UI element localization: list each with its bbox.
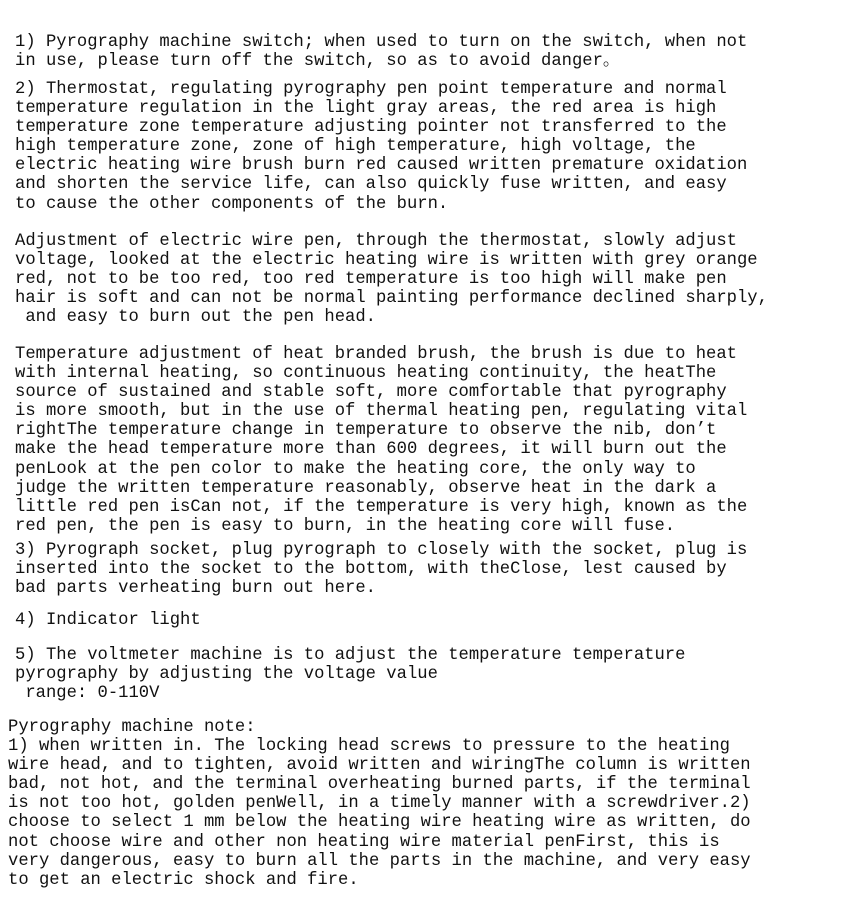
text-line: very dangerous, easy to burn all the parts in the machine, and very easy — [8, 851, 751, 871]
text-line: Adjustment of electric wire pen, through the thermostat, slowly adjust — [15, 232, 737, 251]
text-line: source of sustained and stable soft, more comfortable that pyrography — [15, 383, 727, 403]
text-line: 4) Indicator light — [15, 611, 201, 630]
text-line: red, not to be too red, too red temperature is too high will make pen — [15, 270, 727, 290]
text-line: make the head temperature more than 600 degrees, it will burn out the — [15, 440, 727, 460]
paragraph-adjustment-wire-pen — [15, 232, 768, 327]
text-line: Pyrography machine note: — [8, 718, 256, 737]
paragraph-temperature-adjustment — [15, 345, 747, 536]
text-line: bad parts verheating burn out here. — [15, 579, 376, 599]
text-line: and easy to burn out the pen head. — [15, 308, 376, 328]
text-line: temperature zone temperature adjusting pointer not transferred to the — [15, 118, 727, 138]
text-line: hair is soft and can not be normal painting performance declined sharply, — [15, 289, 768, 309]
text-line: and shorten the service life, can also quickly fuse written, and easy — [15, 175, 727, 195]
text-line: bad, not hot, and the terminal overheating burned parts, if the terminal — [8, 775, 751, 795]
text-line: is more smooth, but in the use of thermal heating pen, regulating vital — [15, 402, 748, 422]
text-line: 3) Pyrograph socket, plug pyrograph to closely with the socket, plug is — [15, 541, 748, 560]
text-line: rightThe temperature change in temperature to observe the nib, don’t — [15, 421, 717, 441]
text-line: to cause the other components of the burn. — [15, 194, 449, 214]
text-line: wire head, and to tighten, avoid written and wiringThe column is written — [8, 756, 751, 776]
paragraph-indicator-light — [15, 611, 201, 630]
text-line: 2) Thermostat, regulating pyrography pen point temperature and normal — [15, 80, 727, 99]
text-line: red pen, the pen is easy to burn, in the heating core will fuse. — [15, 516, 676, 536]
text-line: judge the written temperature reasonably, observe heat in the dark a — [15, 478, 717, 498]
text-line: high temperature zone, zone of high temperature, high voltage, the — [15, 137, 696, 157]
text-line: 5) The voltmeter machine is to adjust the temperature temperature — [15, 646, 686, 665]
paragraph-machine-note — [8, 718, 751, 890]
text-line: inserted into the socket to the bottom, with theClose, lest caused by — [15, 560, 727, 580]
text-line: not choose wire and other non heating wire material penFirst, this is — [8, 832, 720, 852]
text-line: voltage, looked at the electric heating wire is written with grey orange — [15, 251, 758, 271]
text-line: to get an electric shock and fire. — [8, 870, 359, 890]
paragraph-socket — [15, 541, 747, 598]
text-line: little red pen isCan not, if the temperature is very high, known as the — [15, 497, 748, 517]
text-line: 1) when written in. The locking head screws to pressure to the heating — [8, 737, 730, 757]
paragraph-voltmeter — [15, 646, 685, 703]
text-line: in use, please turn off the switch, so as to avoid danger。 — [15, 52, 621, 72]
text-line: electric heating wire brush burn red caused written premature oxidation — [15, 156, 748, 176]
text-line: penLook at the pen color to make the heating core, the only way to — [15, 459, 696, 479]
text-line: with internal heating, so continuous heating continuity, the heatThe — [15, 364, 717, 384]
text-line: pyrography by adjusting the voltage value — [15, 665, 438, 685]
text-line: is not too hot, golden penWell, in a timely manner with a screwdriver.2) — [8, 794, 751, 814]
text-line: choose to select 1 mm below the heating wire heating wire as written, do — [8, 813, 751, 833]
text-line: 1) Pyrography machine switch; when used to turn on the switch, when not — [15, 33, 748, 52]
text-line: range: 0-110V — [15, 684, 160, 704]
paragraph-switch — [15, 33, 747, 71]
text-line: Temperature adjustment of heat branded brush, the brush is due to heat — [15, 345, 737, 364]
text-line: temperature regulation in the light gray areas, the red area is high — [15, 99, 717, 119]
paragraph-thermostat — [15, 80, 747, 214]
